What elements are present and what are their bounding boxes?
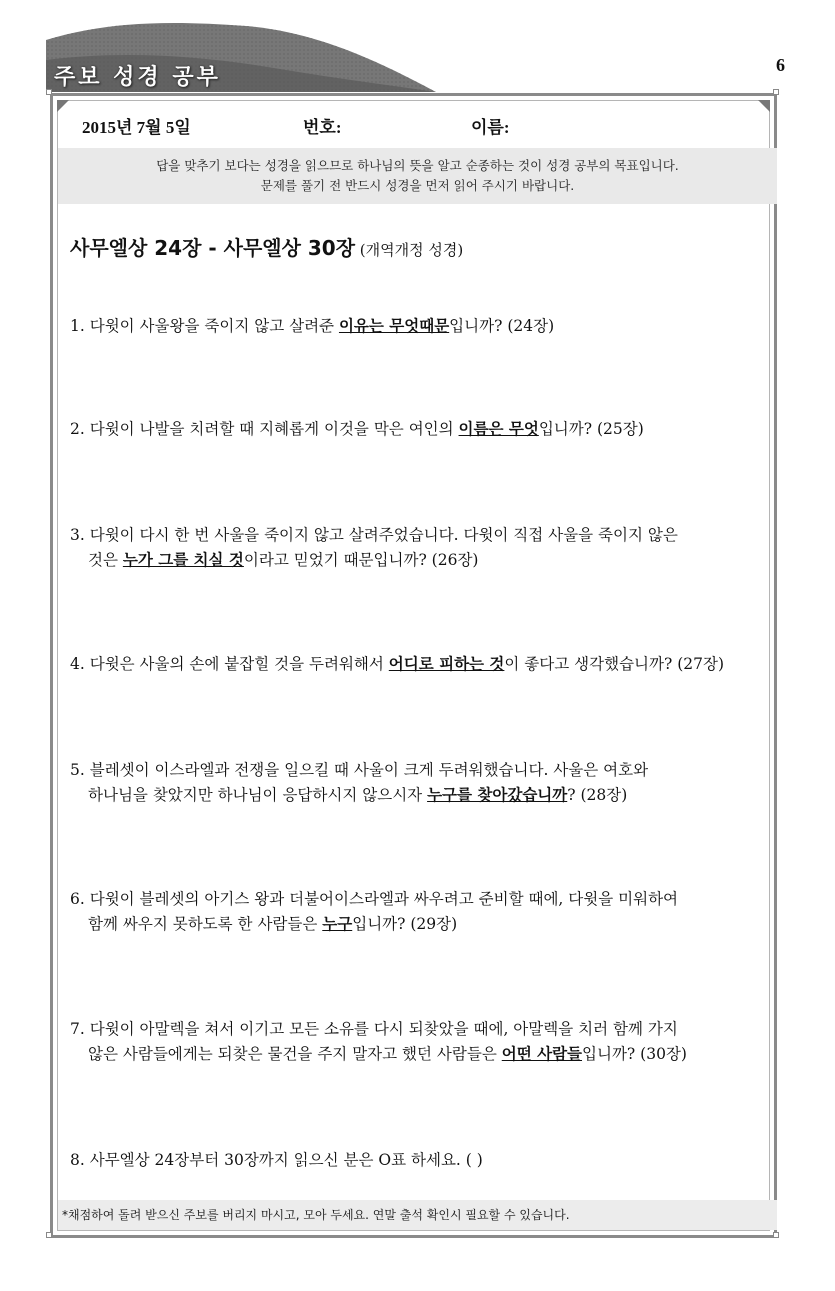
question-keyword: 어떤 사람들 <box>501 1045 583 1063</box>
question-text: 7. 다윗이 아말렉을 쳐서 이기고 모든 소유를 다시 되찾았을 때에, 아말렉을 치러 함께 가지 <box>70 1020 678 1038</box>
question-text: 8. 사무엘상 24장부터 30장까지 읽으신 분은 O표 하세요. ( ) <box>70 1151 483 1169</box>
question-text: 입니까? (30장) <box>582 1045 687 1063</box>
frame-square <box>773 1232 779 1238</box>
question-keyword: 이름은 무엇 <box>458 420 539 438</box>
question-2 <box>70 417 770 442</box>
question-text: 1. 다윗이 사울왕을 죽이지 않고 살려준 <box>70 317 339 335</box>
question-7 <box>70 1017 770 1067</box>
notice-box <box>58 148 777 204</box>
study-title-main: 사무엘상 24장 - 사무엘상 30장 <box>70 236 356 260</box>
question-text: 2. 다윗이 나발을 치려할 때 지혜롭게 이것을 막은 여인의 <box>70 420 459 438</box>
number-label: 번호: <box>303 118 342 137</box>
banner-title: 주보 성경 공부 <box>54 65 221 90</box>
name-label: 이름: <box>471 118 510 137</box>
question-keyword: 누구 <box>322 915 353 933</box>
question-text: 입니까? (25장) <box>538 420 644 438</box>
corner-ornament <box>758 100 770 112</box>
question-text: 5. 블레셋이 이스라엘과 전쟁을 일으킬 때 사울이 크게 두려워했습니다. 사울은 여호와 <box>70 761 649 779</box>
corner-ornament <box>57 100 69 112</box>
date-label: 2015년 7월 5일 <box>82 118 191 137</box>
question-text: 3. 다윗이 다시 한 번 사울을 죽이지 않고 살려주었습니다. 다윗이 직접 사울을 죽이지 않은 <box>70 526 678 544</box>
frame-square <box>46 1232 52 1238</box>
question-text: 하나님을 찾았지만 하나님이 응답하시지 않으시자 <box>88 786 428 804</box>
question-1 <box>70 314 770 339</box>
question-text: 입니까? (29장) <box>352 915 458 933</box>
question-keyword: 누구를 찾아갔습니까 <box>427 786 568 804</box>
question-text: 4. 다윗은 사울의 손에 붙잡힐 것을 두려워해서 <box>70 655 389 673</box>
question-keyword: 누가 그를 치실 것 <box>122 551 244 569</box>
question-text: 않은 사람들에게는 되찾은 물건을 주지 말자고 했던 사람들은 <box>88 1045 502 1063</box>
question-6 <box>70 887 770 937</box>
page-number: 6 <box>776 55 785 75</box>
question-5 <box>70 758 770 808</box>
question-text: 함께 싸우지 못하도록 한 사람들은 <box>88 915 323 933</box>
question-8 <box>70 1148 770 1173</box>
question-3 <box>70 523 770 573</box>
question-4 <box>70 652 770 677</box>
question-text: 이라고 믿었기 때문입니까? (26장) <box>243 551 479 569</box>
question-keyword: 이유는 무엇때문 <box>338 317 450 335</box>
notice-line: 답을 맞추기 보다는 성경을 읽으므로 하나님의 뜻을 알고 순종하는 것이 성경 공부의 목표입니다. <box>156 158 679 173</box>
question-text: 입니까? (24장) <box>449 317 555 335</box>
frame-square <box>773 89 779 95</box>
study-title-sub: (개역개정 성경) <box>355 241 464 259</box>
study-title <box>70 232 463 261</box>
question-text: 것은 <box>88 551 123 569</box>
footer-note: *채점하여 돌려 받으신 주보를 버리지 마시고, 모아 두세요. 연말 출석 확인시 필요할 수 있습니다. <box>58 1200 777 1230</box>
question-text: ? (28장) <box>567 786 628 804</box>
question-keyword: 어디로 피하는 것 <box>388 655 505 673</box>
notice-line: 문제를 풀기 전 반드시 성경을 먼저 읽어 주시기 바랍니다. <box>260 178 575 193</box>
frame-square <box>46 89 52 95</box>
question-text: 이 좋다고 생각했습니까? (27장) <box>504 655 725 673</box>
question-text: 6. 다윗이 블레셋의 아기스 왕과 더불어이스라엘과 싸우려고 준비할 때에, 다윗을 미워하여 <box>70 890 679 908</box>
